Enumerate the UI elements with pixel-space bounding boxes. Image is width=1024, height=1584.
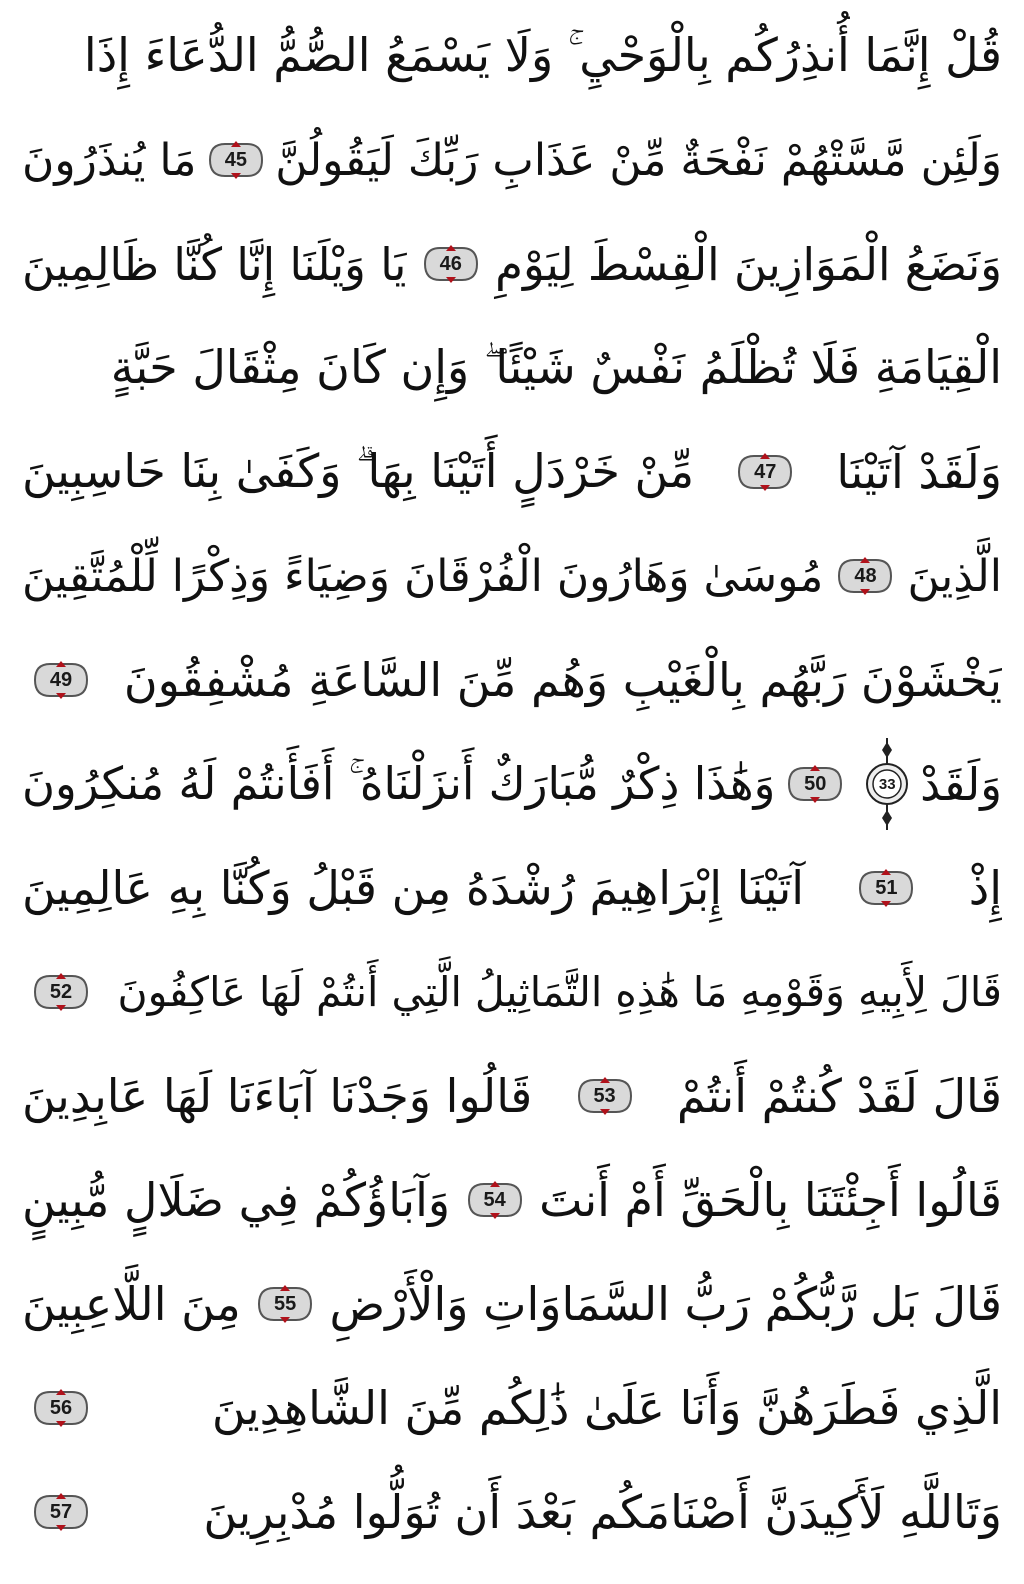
verse-text: يَخْشَوْنَ رَبَّهُم بِالْغَيْبِ وَهُم مِّنَ السَّاعَةِ مُشْفِقُونَ [123, 653, 1002, 707]
ayah-number: 45 [224, 148, 247, 171]
verse-text: وَآبَاؤُكُمْ فِي ضَلَالٍ مُّبِينٍ [22, 1173, 451, 1227]
verse-text: الْقِيَامَةِ فَلَا تُظْلَمُ نَفْسٌ شَيْئًا ۖ وَإِن كَانَ مِثْقَالَ حَبَّةٍ [110, 340, 1002, 394]
verse-line [22, 1150, 1002, 1250]
ayah-number-marker [30, 1388, 92, 1428]
ayah-number-marker [734, 452, 796, 492]
ayah-number-marker [855, 868, 917, 908]
ayah-number: 56 [49, 1396, 73, 1419]
verse-line [22, 1046, 1002, 1146]
ayah-number-marker [464, 1180, 526, 1220]
verse-line [22, 6, 1002, 106]
verse-text: إِذْ [968, 861, 1002, 915]
verse-text: يَا وَيْلَنَا إِنَّا كُنَّا ظَالِمِينَ [22, 237, 407, 291]
ayah-number-marker [30, 660, 92, 700]
verse-text: قُلْ إِنَّمَا أُنذِرُكُم بِالْوَحْيِ ۚ وَلَا يَسْمَعُ الصُّمُّ الدُّعَاءَ إِذَا [83, 28, 1002, 82]
ayah-number: 49 [49, 668, 73, 691]
ayah-number: 51 [875, 876, 898, 899]
ayah-number: 54 [483, 1188, 506, 1211]
hizb-marker [861, 736, 913, 832]
ayah-number: 53 [593, 1084, 616, 1107]
verse-text: قَالَ لِأَبِيهِ وَقَوْمِهِ مَا هَٰذِهِ التَّمَاثِيلُ الَّتِي أَنتُمْ لَهَا عَاكِفُونَ [117, 968, 1002, 1016]
verse-text: مِنَ اللَّاعِبِينَ [22, 1277, 241, 1331]
verse-line [22, 526, 1002, 626]
verse-text: مُوسَىٰ وَهَارُونَ الْفُرْقَانَ وَضِيَاءً وَذِكْرًا لِّلْمُتَّقِينَ [22, 550, 824, 602]
verse-text: قَالَ بَل رَّبُّكُمْ رَبُّ السَّمَاوَاتِ وَالْأَرْضِ [329, 1277, 1002, 1331]
verse-text: الَّذِي فَطَرَهُنَّ وَأَنَا عَلَىٰ ذَٰلِكُم مِّنَ الشَّاهِدِينَ [211, 1381, 1002, 1435]
verse-line [22, 214, 1002, 314]
ayah-number: 52 [49, 980, 73, 1003]
ayah-number: 47 [754, 460, 777, 483]
verse-text: وَنَضَعُ الْمَوَازِينَ الْقِسْطَ لِيَوْمِ [495, 237, 1002, 291]
verse-text: وَلَقَدْ آتَيْنَا [836, 445, 1002, 499]
ayah-number: 57 [49, 1500, 73, 1523]
verse-text: قَالُوا وَجَدْنَا آبَاءَنَا لَهَا عَابِدِينَ [22, 1069, 533, 1123]
ayah-number-marker [254, 1284, 316, 1324]
ayah-number: 46 [439, 252, 462, 275]
ayah-number-marker [784, 764, 846, 804]
verse-text: وَلَقَدْ [920, 757, 1002, 811]
verse-line [22, 942, 1002, 1042]
verse-line [22, 630, 1002, 730]
verse-line [22, 1462, 1002, 1562]
ayah-number-marker [834, 556, 896, 596]
verse-text: مَا يُنذَرُونَ [22, 134, 197, 186]
ayah-number: 50 [804, 772, 827, 795]
ayah-number-marker [420, 244, 482, 284]
verse-line [22, 1358, 1002, 1458]
verse-line [22, 1254, 1002, 1354]
verse-text: قَالُوا أَجِئْتَنَا بِالْحَقِّ أَمْ أَنتَ [539, 1173, 1002, 1227]
verse-text: مِّنْ خَرْدَلٍ أَتَيْنَا بِهَا ۗ وَكَفَىٰ بِنَا حَاسِبِينَ [22, 444, 695, 498]
verse-line [22, 838, 1002, 938]
ayah-number-marker [30, 1492, 92, 1532]
verse-text: وَتَاللَّهِ لَأَكِيدَنَّ أَصْنَامَكُم بَعْدَ أَن تُوَلُّوا مُدْبِرِينَ [203, 1485, 1002, 1539]
verse-text: وَلَئِن مَّسَّتْهُمْ نَفْحَةٌ مِّنْ عَذَابِ رَبِّكَ لَيَقُولُنَّ [275, 134, 1002, 186]
verse-line [22, 734, 1002, 834]
verse-line [22, 110, 1002, 210]
verse-line [22, 422, 1002, 522]
ayah-number-marker [205, 140, 267, 180]
verse-text: آتَيْنَا إِبْرَاهِيمَ رُشْدَهُ مِن قَبْلُ وَكُنَّا بِهِ عَالِمِينَ [22, 861, 805, 915]
verse-text: قَالَ لَقَدْ كُنتُمْ أَنتُمْ [676, 1069, 1002, 1123]
hizb-number: 33 [878, 775, 896, 793]
verse-text: وَهَٰذَا ذِكْرٌ مُّبَارَكٌ أَنزَلْنَاهُ ۚ أَفَأَنتُمْ لَهُ مُنكِرُونَ [22, 757, 776, 810]
verse-text: الَّذِينَ [907, 550, 1002, 602]
ayah-number: 55 [273, 1292, 297, 1315]
verse-line [22, 318, 1002, 418]
ayah-number-marker [30, 972, 92, 1012]
ayah-number: 48 [854, 564, 877, 587]
ayah-number-marker [574, 1076, 636, 1116]
